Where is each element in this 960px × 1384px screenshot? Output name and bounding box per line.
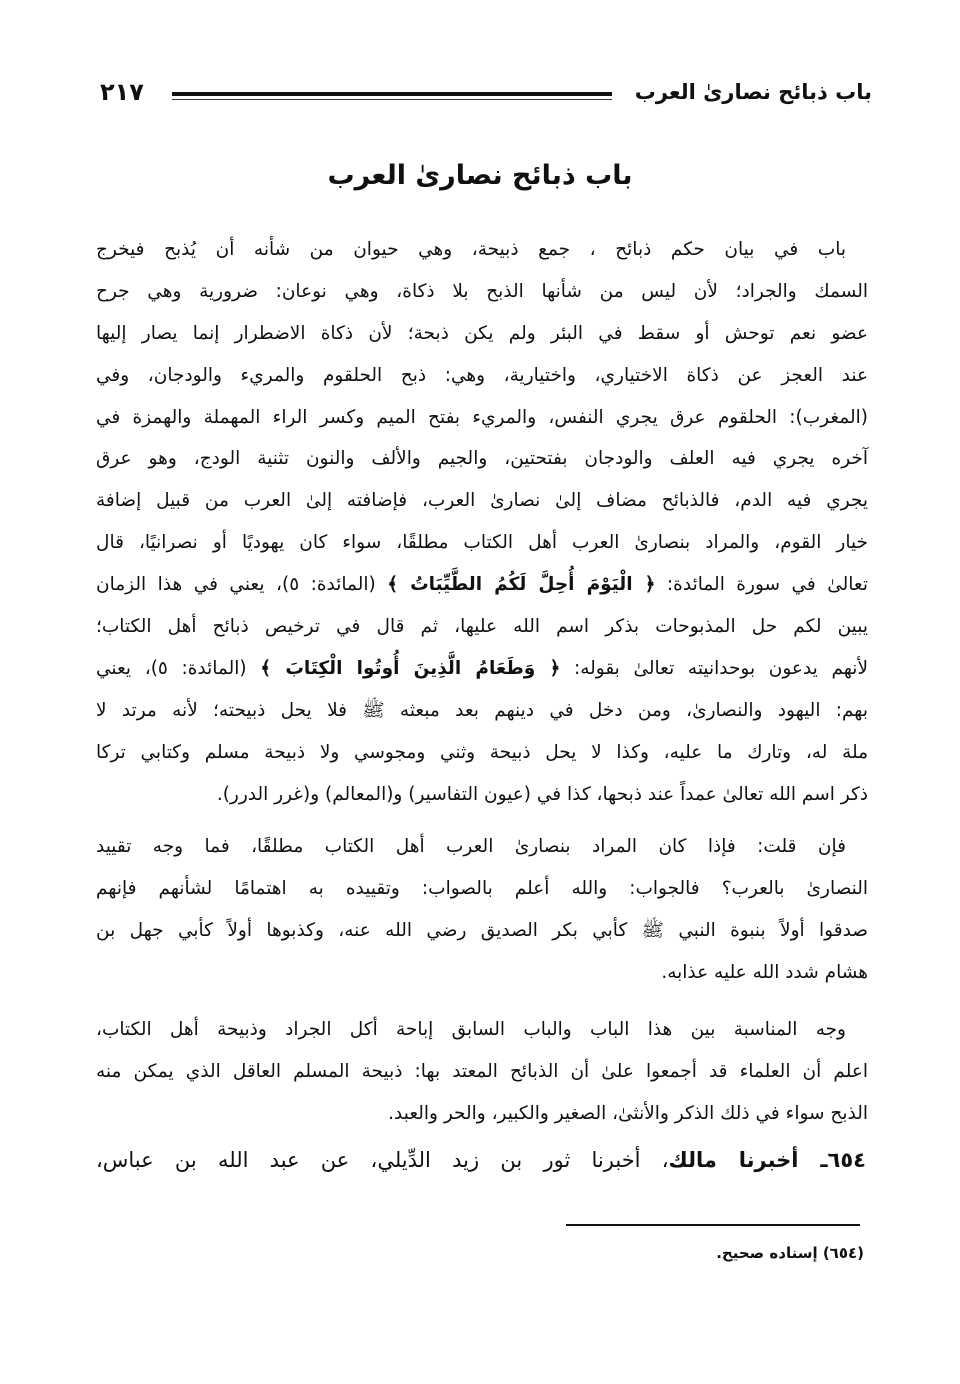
text-segment: لأنهم يدعون بوحدانيته تعالىٰ بقوله: (560, 657, 869, 679)
text-segment: (المائدة: ٥)، يعني في هذا الزمان (96, 574, 388, 596)
text-segment: فإن قلت: فإذا كان المراد بنصارىٰ العرب أهل الكتاب مطلقًا، فما وجه تقييد (96, 836, 846, 857)
hadith-text: ، أخبرنا ثور بن زيد الدِّيلي، عن عبد الله بن عباس، (96, 1148, 669, 1172)
text-line (96, 313, 868, 355)
text-segment: آخره يجري فيه العلف والودجان بفتحتين، والجيم والألف والنون تثنية الودج، وهو عرق (96, 448, 868, 470)
text-line (96, 606, 868, 648)
text-segment: يجري فيه الدم، فالذبائح مضاف إلىٰ نصارىٰ العرب، فإضافته إلىٰ العرب من قبيل إضافة (96, 490, 868, 512)
text-line (96, 438, 868, 480)
footnote: (٦٥٤) إسناده صحيح. (716, 1244, 864, 1262)
hadith-lead: ٦٥٤ـ أخبرنا مالك (668, 1148, 866, 1172)
hadith-654 (96, 1140, 868, 1180)
text-line (96, 826, 868, 868)
text-segment: النصارىٰ بالعرب؟ فالجواب: والله أعلم بالصواب: وتقييده به اهتمامًا لشأنهم فإنهم (96, 877, 868, 899)
text-line (96, 480, 868, 522)
text-segment: خيار القوم، والمراد بنصارىٰ العرب أهل الكتاب مطلقًا، سواء كان يهوديًا أو نصرانيًا، قال (96, 532, 868, 554)
text-line (96, 648, 868, 690)
text-segment: صدقوا أولاً بنبوة النبي ﷺ كأبي بكر الصديق رضي الله عنه، وكذبوها أولاً كأبي جهل بن (96, 919, 868, 941)
text-segment: تعالىٰ في سورة المائدة: (655, 574, 868, 596)
text-segment: عند العجز عن ذكاة الاختياري، واختيارية، وهي: ذبح الحلقوم والمريء والودجان، وفي (96, 364, 868, 386)
text-line (96, 690, 868, 732)
text-segment: الذبح سواء في ذلك الذكر والأنثىٰ، الصغير والكبير، والحر والعبد. (388, 1102, 868, 1124)
text-segment: (المغرب): الحلقوم عرق يجري النفس، والمريء بفتح الميم وكسر الراء المهملة والهمزة في (96, 406, 868, 428)
text-line (96, 952, 868, 994)
text-segment: بهم: اليهود والنصارىٰ، ومن دخل في دينهم بعد مبعثه ﷺ فلا يحل ذبيحته؛ لأنه مرتد لا (96, 699, 868, 721)
text-segment: عضو نعم توحش أو سقط في البئر ولم يكن ذبحة؛ لأن ذكاة الاضطرار إنما يصار إليها (96, 322, 868, 344)
text-line (96, 522, 868, 564)
page-number: ٢١٧ (100, 78, 144, 106)
paragraph-1 (96, 229, 868, 815)
header-rule (172, 92, 612, 96)
running-title: باب ذبائح نصارىٰ العرب (634, 80, 872, 104)
text-line (96, 732, 868, 774)
text-segment: يبين لكم حل المذبوحات بذكر اسم الله عليها، ثم قال في ترخيص ذبائح أهل الكتاب؛ (96, 616, 868, 638)
text-segment: باب في بيان حكم ذبائح ، جمع ذبيحة، وهي حيوان من شأنه أن يُذبح فيخرج (96, 239, 846, 260)
text-segment: ملة له، وتارك ما عليه، وكذا لا يحل ذبيحة وثني ومجوسي ولا ذبيحة مسلم وكتابي تركا (96, 741, 868, 763)
chapter-heading: باب ذبائح نصارىٰ العرب (327, 160, 633, 191)
text-segment: السمك والجراد؛ لأن ليس من شأنها الذبح بلا ذكاة، وهي نوعان: ضرورية وهي جرح (96, 280, 868, 302)
text-segment: (المائدة: ٥)، يعني (96, 657, 261, 679)
text-line (96, 774, 868, 816)
text-segment: ذكر اسم الله تعالىٰ عمداً عند ذبحها، كذا في (عيون التفاسير) و(المعالم) و(غرر الدرر). (216, 783, 868, 805)
paragraph-3 (96, 1009, 868, 1135)
text-line (96, 1051, 868, 1093)
text-line (96, 564, 868, 606)
text-segment: وجه المناسبة بين هذا الباب والباب السابق إباحة أكل الجراد وذبيحة أهل الكتاب، (96, 1019, 846, 1040)
quran-quote: ﴿ وَطَعَامُ الَّذِينَ أُوتُوا الْكِتَابَ ﴾ (260, 657, 561, 679)
text-line (96, 910, 868, 952)
text-line (96, 355, 868, 397)
paragraph-2 (96, 826, 868, 994)
text-line (96, 1093, 868, 1135)
text-segment: اعلم أن العلماء قد أجمعوا علىٰ أن الذبائح المعتد بها: ذبيحة المسلم العاقل الذي يمكن منه (96, 1060, 868, 1082)
text-line (96, 397, 868, 439)
footnote-rule (566, 1224, 860, 1226)
text-line (96, 868, 868, 910)
text-segment: هشام شدد الله عليه عذابه. (661, 961, 868, 983)
text-line (96, 271, 868, 313)
quran-quote: ﴿ الْيَوْمَ أُحِلَّ لَكُمُ الطَّيِّبَاتُ ﴾ (387, 574, 656, 596)
text-line (96, 1009, 868, 1051)
header-rule-thin (172, 99, 612, 100)
text-line (96, 229, 868, 271)
